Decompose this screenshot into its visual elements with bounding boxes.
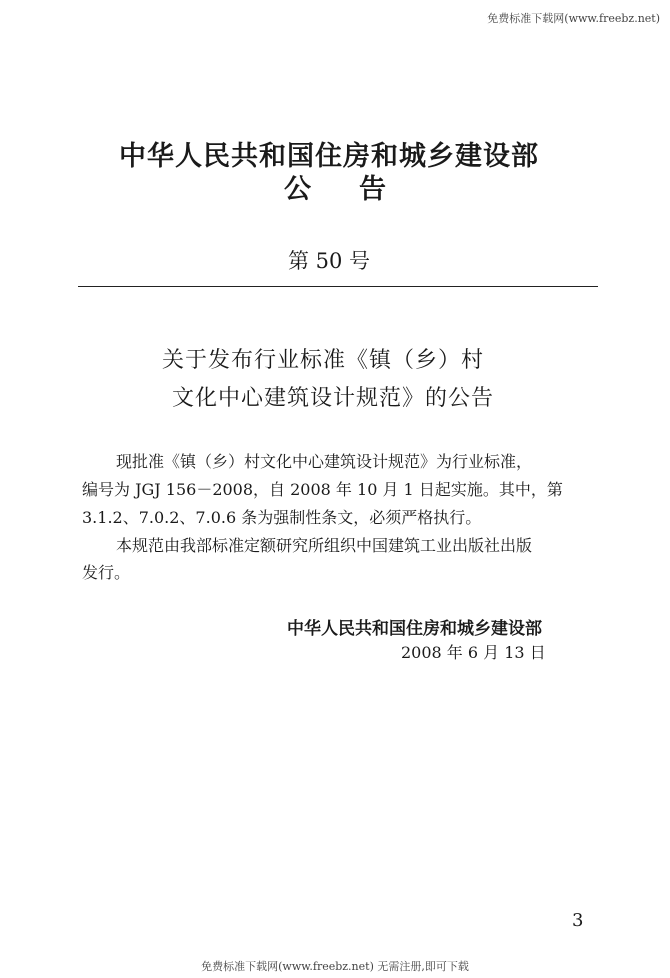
paragraph-1-line-2: 编号为 JGJ 156－2008，自 2008 年 10 月 1 日起实施。其中，第	[82, 480, 563, 499]
signature-organization: 中华人民共和国住房和城乡建设部	[287, 619, 542, 639]
paragraph-2-line-1: 本规范由我部标准定额研究所组织中国建筑工业出版社出版	[116, 536, 533, 555]
top-watermark: 免费标准下载网(www.freebz.net)	[487, 12, 660, 25]
notice-heading: 公告	[284, 174, 434, 205]
paragraph-1-line-1: 现批准《镇（乡）村文化中心建筑设计规范》为行业标准，	[116, 452, 533, 471]
paragraph-1-line-3: 3.1.2、7.0.2、7.0.6 条为强制性条文，必须严格执行。	[82, 508, 482, 527]
ministry-title: 中华人民共和国住房和城乡建设部	[119, 141, 539, 172]
paragraph-2-line-2: 发行。	[82, 563, 131, 582]
page-number: 3	[572, 910, 584, 931]
announcement-subject-line-2: 文化中心建筑设计规范》的公告	[171, 386, 494, 411]
bottom-watermark: 免费标准下载网(www.freebz.net) 无需注册,即可下载	[201, 960, 469, 973]
header-divider	[78, 286, 598, 287]
announcement-subject-line-1: 关于发布行业标准《镇（乡）村	[161, 348, 484, 373]
signature-date: 2008 年 6 月 13 日	[401, 643, 546, 662]
issue-number: 第 50 号	[287, 249, 371, 273]
